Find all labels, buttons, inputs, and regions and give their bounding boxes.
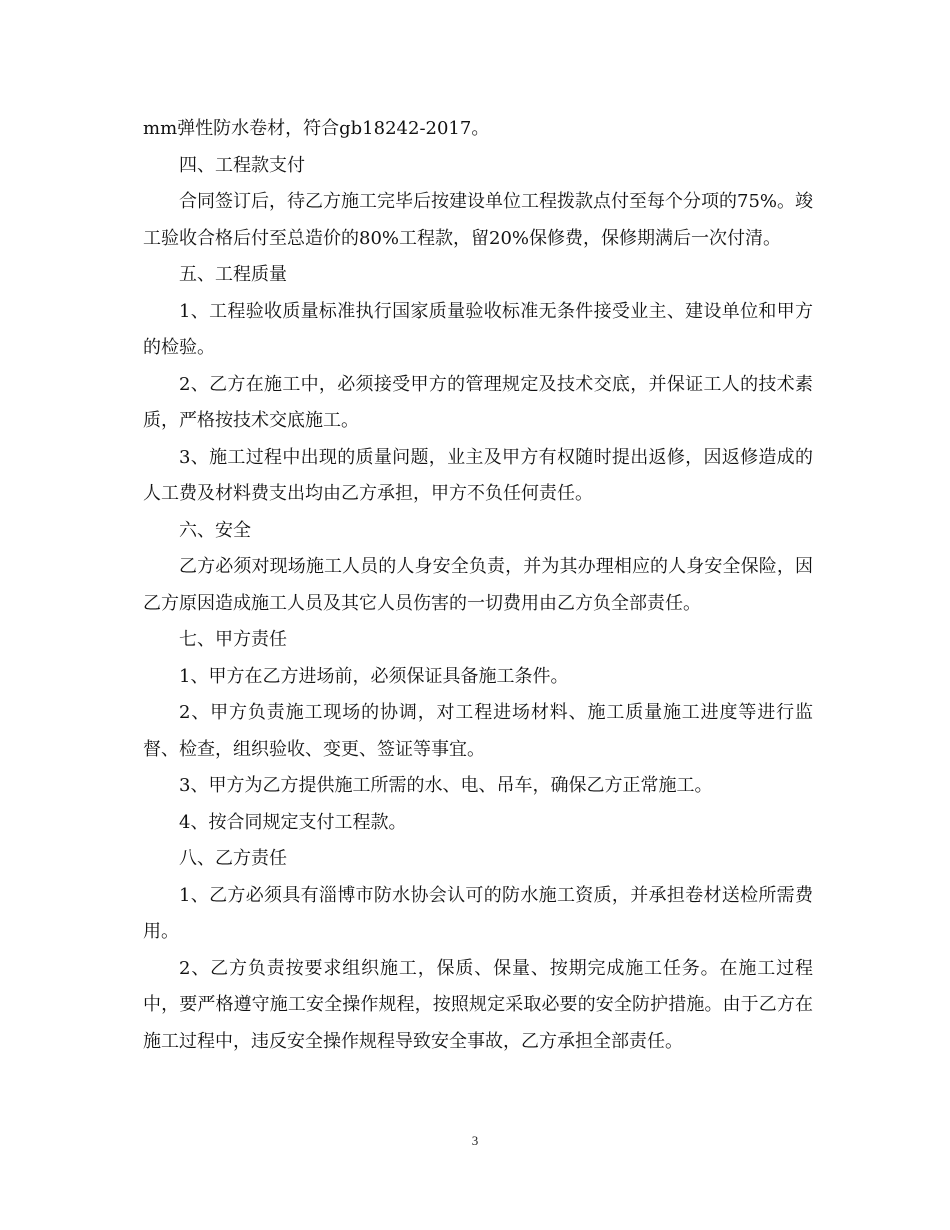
- paragraph: 4、按合同规定支付工程款。: [179, 811, 407, 833]
- document-body: [143, 111, 813, 1060]
- paragraph: mm弹性防水卷材，符合gb18242-2017。: [143, 118, 490, 139]
- section-heading: 四、工程款支付: [179, 154, 305, 176]
- section-heading: 五、工程质量: [179, 264, 287, 285]
- paragraph: 1、工程验收质量标准执行国家质量验收标准无条件接受业主、建设单位和甲方的检验。: [143, 300, 813, 358]
- section-heading: 六、安全: [179, 519, 251, 541]
- paragraph: 2、乙方负责按要求组织施工，保质、保量、按期完成施工任务。在施工过程中，要严格遵守施工安全操作规程，按照规定采取必要的安全防护措施。由于乙方在施工过程中，违反安全操作规程导致安全事故，乙方承担全部责任。: [143, 957, 813, 1052]
- paragraph: 1、乙方必须具有淄博市防水协会认可的防水施工资质，并承担卷材送检所需费用。: [143, 884, 813, 942]
- paragraph: 3、施工过程中出现的质量问题，业主及甲方有权随时提出返修，因返修造成的人工费及材料费支出均由乙方承担，甲方不负任何责任。: [143, 446, 813, 504]
- section-heading: 七、甲方责任: [179, 629, 287, 650]
- paragraph: 合同签订后，待乙方施工完毕后按建设单位工程拨款点付至每个分项的75%。竣工验收合格后付至总造价的80%工程款，留20%保修费，保修期满后一次付清。: [143, 191, 814, 249]
- paragraph: 乙方必须对现场施工人员的人身安全负责，并为其办理相应的人身安全保险，因乙方原因造成施工人员及其它人员伤害的一切费用由乙方负全部责任。: [143, 556, 813, 614]
- section-heading: 八、乙方责任: [179, 848, 287, 869]
- paragraph: 2、乙方在施工中，必须接受甲方的管理规定及技术交底，并保证工人的技术素质，严格按技术交底施工。: [143, 373, 813, 431]
- page-number: 3: [471, 1133, 479, 1148]
- paragraph: 1、甲方在乙方进场前，必须保证具备施工条件。: [179, 665, 569, 687]
- paragraph: 2、甲方负责施工现场的协调，对工程进场材料、施工质量施工进度等进行监督、检查，组织验收、变更、签证等事宜。: [143, 702, 813, 760]
- paragraph: 3、甲方为乙方提供施工所需的水、电、吊车，确保乙方正常施工。: [179, 775, 713, 796]
